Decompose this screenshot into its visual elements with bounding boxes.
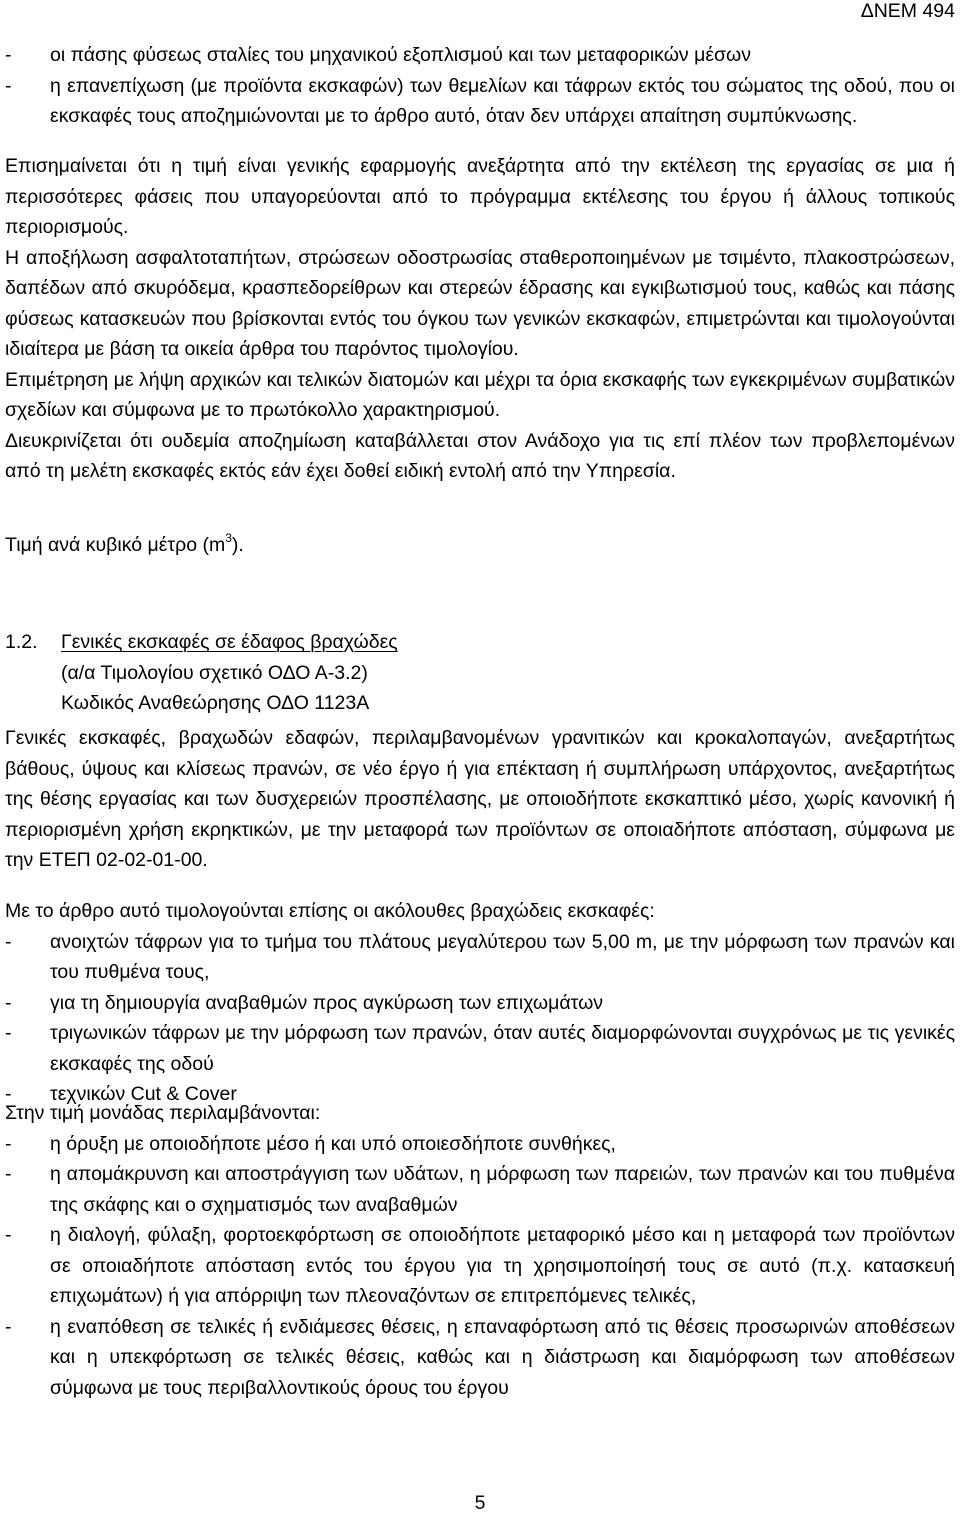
revision-code: Κωδικός Αναθεώρησης ΟΔΟ 1123Α — [61, 692, 370, 714]
price-unit: Τιμή ανά κυβικό μέτρο $(m^3)$. — [5, 531, 244, 556]
list-item: - η εναπόθεση σε τελικές ή ενδιάμεσες θέσεις, η επαναφόρτωση από τις θέσεις προσωρινών αποθέσεων και η υπεκφόρτωση σε τελικές θέσεις, καθώς και η διάστρωση και διαμόρφωση των αποθέσεων σύμφωνα με τους περιβαλλοντικούς όρους του έργου — [5, 1315, 955, 1399]
section-description: Γενικές εκσκαφές, βραχωδών εδαφών, περιλαμβανομένων γρανιτικών και κροκαλοπαγών, ανεξαρτήτως βάθους, ύψους και κλίσεως πρανών, σε νέο έργο ή για επέκταση ή συμπλήρωση υπάρχοντος, ανεξαρτήτως της θέσης εργασίας και των δυσχερειών προσπέλασης, με οποιοδήποτε εκσκαπτικό μέσο, χωρίς κανονική ή περιορισμένη χρήση εκρηκτικών, με την μεταφορά των προϊόντων σε οποιαδήποτε απόσταση, σύμφωνα με την ΕΤΕΠ 02-02-01-00. — [5, 727, 955, 871]
section-title: Γενικές εκσκαφές σε έδαφος βραχώδες — [61, 631, 398, 653]
top-list — [5, 40, 955, 132]
list-item: - για τη δημιουργία αναβαθμών προς αγκύρωση των επιχωμάτων — [5, 991, 604, 1014]
paragraph: Επιμέτρηση με λήψη αρχικών και τελικών διατομών και μέχρι τα όρια εκσκαφής των εγκεκριμένων συμβατικών σχεδίων και σύμφωνα με το πρωτόκολλο χαρακτηρισμού. — [5, 368, 955, 421]
list-item: - η επανεπίχωση (με προϊόντα εκσκαφών) των θεμελίων και τάφρων εκτός του σώματος της οδού, που οι εκσκαφές τους αποζημιώνονται με το άρθρο αυτό, όταν δεν υπάρχει απαίτηση συμπύκνωσης. — [5, 74, 955, 127]
list-item: - ανοιχτών τάφρων για το τμήμα του πλάτους μεγαλύτερου των 5,00 m, με την μόρφωση των πρανών και του πυθμένα τους, — [5, 930, 955, 983]
document-code: ΔΝΕΜ 494 — [860, 0, 955, 22]
page-number: 5 — [474, 1492, 486, 1514]
list-item: - η διαλογή, φύλαξη, φορτοεκφόρτωση σε οποιοδήποτε μεταφορικό μέσο και η μεταφορά των προϊόντων σε οποιαδήποτε απόσταση εντός του έργου για τη χρησιμοποίησή τους σε αυτό (π.χ. κατασκευή επιχωμάτων) ή για απόρριψη των πλεοναζόντων σε επιτρεπόμενες τελικές, — [5, 1224, 955, 1307]
paragraph: Διευκρινίζεται ότι ουδεμία αποζημίωση καταβάλλεται στον Ανάδοχο για τις επί πλέον των προβλεπομένων από τη μελέτη εκσκαφές εκτός εάν έχει δοθεί ειδική εντολή από την Υπηρεσία. — [5, 429, 955, 482]
list-item: - η όρυξη με οποιοδήποτε μέσο ή και υπό οποιεσδήποτε συνθήκες, — [5, 1132, 616, 1155]
also-included-section — [5, 896, 955, 1110]
list-item: - τεχνικών Cut & Cover — [5, 1083, 237, 1105]
list-item: - τριγωνικών τάφρων με την μόρφωση των πρανών, όταν αυτές διαμορφώνονται συγχρόνως με τις γενικές εκσκαφές της οδού — [5, 1022, 955, 1075]
also-intro: Με το άρθρο αυτό τιμολογούνται επίσης οι ακόλουθες βραχώδεις εκσκαφές: — [5, 900, 655, 922]
list-item: - η απομάκρυνση και αποστράγγιση των υδάτων, η μόρφωση των παρειών, των πρανών και του πυθμένα της σκάφης και ο σχηματισμός των αναβαθμών — [5, 1163, 955, 1216]
paragraph: Η αποξήλωση ασφαλτοταπήτων, στρώσεων οδοστρωσίας σταθεροποιημένων με τσιμέντο, πλακοστρώσεων, δαπέδων από σκυρόδεμα, κρασπεδορείθρων και στερεών έδρασης και εγκιβωτισμού τους, καθώς και πάσης φύσεως κατασκευών που βρίσκονται εντός του όγκου των γενικών εκσκαφών, επιμετρώνται και τιμολογούνται ιδιαίτερα με βάση τα οικεία άρθρα του παρόντος τιμολογίου. — [5, 246, 955, 360]
paragraph: Επισημαίνεται ότι η τιμή είναι γενικής εφαρμογής ανεξάρτητα από την εκτέλεση της εργασίας σε μια ή περισσότερες φάσεις που υπαγορεύονται από το πρόγραμμα εκτέλεσης του έργου ή άλλους τοπικούς περιορισμούς. — [5, 155, 955, 238]
section-heading — [5, 627, 955, 722]
body-paragraphs — [5, 151, 955, 487]
included-intro: Στην τιμή μονάδας περιλαμβάνονται: — [5, 1102, 321, 1124]
list-item: - οι πάσης φύσεως σταλίες του μηχανικού εξοπλισμού και των μεταφορικών μέσων — [5, 44, 752, 66]
section-number: 1.2. — [5, 631, 38, 653]
section-reference: (α/α Τιμολογίου σχετικό ΟΔΟ Α-3.2) — [61, 661, 368, 684]
included-section — [5, 1098, 955, 1403]
